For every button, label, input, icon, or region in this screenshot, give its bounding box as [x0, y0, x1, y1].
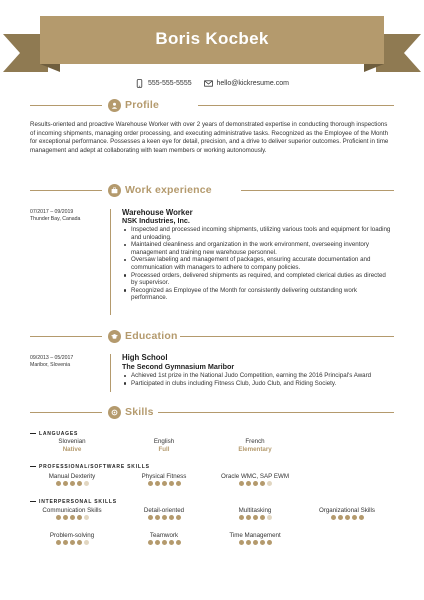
graduation-cap-icon — [108, 330, 121, 343]
rating-dot — [239, 481, 244, 486]
rating-dot — [70, 515, 75, 520]
rating-dot — [77, 515, 82, 520]
company-name: NSK Industries, Inc. — [122, 216, 190, 225]
phone-number: 555-555-5555 — [148, 80, 192, 87]
skill-item: Communication Skills — [26, 507, 118, 524]
rating-dot — [352, 515, 357, 520]
skill-item: Physical Fitness — [118, 473, 210, 490]
rating-dot — [260, 540, 265, 545]
list-item: Participated in clubs including Fitness Club, Judo Club, and Riding Society. — [123, 380, 391, 388]
list-item: Maintained cleanliness and organization in the work environment, overseeing inventory management and training new warehouse personnel. — [123, 241, 391, 256]
rating-dot — [162, 481, 167, 486]
skill-rating-dots — [26, 515, 118, 524]
candidate-name: Boris Kocbek — [155, 29, 269, 48]
rating-dot — [70, 540, 75, 545]
skill-item: Organizational Skills — [301, 507, 393, 524]
rating-dot — [267, 540, 272, 545]
timeline-line — [110, 209, 111, 315]
rating-dot — [148, 540, 153, 545]
list-item: Oversaw labeling and management of packages, ensuring accurate documentation and communication with managers to adhere to company policies. — [123, 256, 391, 271]
name-banner — [0, 0, 424, 80]
rating-dot — [338, 515, 343, 520]
work-dates: 07/2017 – 09/2019 — [30, 209, 74, 215]
rating-dot — [155, 515, 160, 520]
rating-dot — [176, 515, 181, 520]
skills-icon — [108, 406, 121, 419]
list-item: Inspected and processed incoming shipments, utilizing various tools and equipment for loading and unloading. — [123, 226, 391, 241]
skill-rating-dots — [118, 515, 210, 524]
skill-item: Problem-solving — [26, 532, 118, 549]
rating-dot — [77, 540, 82, 545]
language-item: French Elementary — [238, 438, 272, 453]
phone-icon — [135, 79, 144, 88]
rating-dot — [148, 481, 153, 486]
timeline-line — [110, 354, 111, 392]
section-header-skills — [30, 406, 394, 420]
skill-rating-dots — [301, 515, 393, 524]
rating-dot — [253, 515, 258, 520]
skill-rating-dots — [118, 481, 210, 490]
rating-dot — [169, 481, 174, 486]
list-item: Achieved 1st prize in the National Judo Competition, earning the 2016 Principal's Award — [123, 372, 391, 380]
list-item: Processed orders, delivered shipments as required, and completed clerical duties as directed by supervisor. — [123, 272, 391, 287]
rating-dot — [345, 515, 350, 520]
rating-dot — [63, 481, 68, 486]
education-location: Maribor, Slovenia — [30, 362, 71, 368]
rating-dot — [267, 481, 272, 486]
rating-dot — [84, 481, 89, 486]
skill-item: Multitasking — [209, 507, 301, 524]
person-icon — [108, 99, 121, 112]
rating-dot — [155, 540, 160, 545]
rating-dot — [239, 515, 244, 520]
skill-rating-dots — [26, 481, 118, 490]
rating-dot — [176, 481, 181, 486]
rating-dot — [267, 515, 272, 520]
skill-item: Detail-oriented — [118, 507, 210, 524]
skill-rating-dots — [26, 540, 118, 549]
rating-dot — [148, 515, 153, 520]
rating-dot — [253, 481, 258, 486]
rating-dot — [84, 515, 89, 520]
section-title-profile: Profile — [125, 99, 160, 111]
section-header-education — [30, 330, 394, 344]
section-title-work: Work experience — [125, 184, 212, 196]
section-header-work — [30, 184, 394, 198]
section-title-education: Education — [125, 330, 178, 342]
rating-dot — [63, 515, 68, 520]
rating-dot — [169, 515, 174, 520]
skill-item: Oracle WMC, SAP EWM — [209, 473, 301, 490]
skill-rating-dots — [118, 540, 210, 549]
rating-dot — [260, 515, 265, 520]
rating-dot — [56, 515, 61, 520]
skills-category-interpersonal: INTERPERSONAL SKILLS — [30, 499, 117, 505]
rating-dot — [162, 540, 167, 545]
email-address: hello@kickresume.com — [216, 80, 289, 87]
degree: High School — [122, 353, 168, 362]
skill-rating-dots — [209, 515, 301, 524]
rating-dot — [176, 540, 181, 545]
mail-icon — [204, 79, 213, 88]
rating-dot — [155, 481, 160, 486]
rating-dot — [359, 515, 364, 520]
list-item: Recognized as Employee of the Month for consistently delivering outstanding work performance. — [123, 287, 391, 302]
language-item: English Full — [153, 438, 175, 453]
school-name: The Second Gymnasium Maribor — [122, 362, 235, 371]
skill-rating-dots — [209, 540, 301, 549]
skill-rating-dots — [209, 481, 301, 490]
rating-dot — [260, 481, 265, 486]
rating-dot — [70, 481, 75, 486]
rating-dot — [246, 540, 251, 545]
briefcase-icon — [108, 184, 121, 197]
language-item: Slovenian Native — [58, 438, 86, 453]
rating-dot — [239, 540, 244, 545]
profile-summary: Results-oriented and proactive Warehouse Worker with over 2 years of demonstrated expertise in conducting thorough inspections of incoming shipments, managing order processing, and executing administrative tasks. Recognized as the Employee of the Month for exceptional performance. Possesses a keen eye for detail, precision, and a drive to deliver superior outcomes. Proficient in time management and adept at collaborating with team members or working autonomously. — [30, 121, 389, 154]
rating-dot — [56, 481, 61, 486]
rating-dot — [84, 540, 89, 545]
education-bullets — [123, 372, 391, 387]
skills-category-languages: LANGUAGES — [30, 431, 78, 437]
work-bullets — [123, 226, 391, 302]
rating-dot — [169, 540, 174, 545]
skill-item: Teamwork — [118, 532, 210, 549]
rating-dot — [77, 481, 82, 486]
education-dates: 09/2013 – 05/2017 — [30, 355, 74, 361]
rating-dot — [246, 515, 251, 520]
rating-dot — [162, 515, 167, 520]
skill-item: Time Management — [209, 532, 301, 549]
rating-dot — [331, 515, 336, 520]
rating-dot — [63, 540, 68, 545]
rating-dot — [56, 540, 61, 545]
skill-item: Manual Dexterity — [26, 473, 118, 490]
rating-dot — [253, 540, 258, 545]
section-title-skills: Skills — [125, 406, 154, 418]
job-title: Warehouse Worker — [122, 208, 193, 217]
skills-category-professional: PROFESSIONAL/SOFTWARE SKILLS — [30, 464, 150, 470]
rating-dot — [246, 481, 251, 486]
contact-row — [0, 79, 424, 88]
section-header-profile — [30, 99, 394, 113]
work-location: Thunder Bay, Canada — [30, 216, 81, 222]
